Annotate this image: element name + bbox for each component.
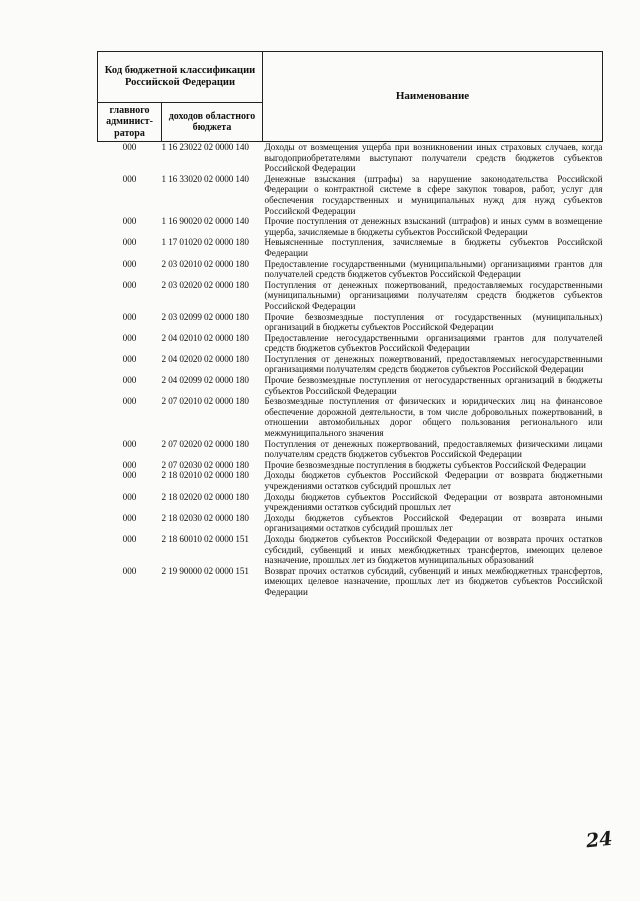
budget-classification-table [97,51,603,598]
revenue-code-cell: 2 07 02020 02 0000 180 [161,438,249,449]
revenue-code-cell: 2 07 02030 02 0000 180 [161,459,249,470]
revenue-code-cell: 2 07 02010 02 0000 180 [161,396,249,407]
revenue-name-cell: Прочие безвозмездные поступления от негосударственных организаций в бюджеты субъектов Российской Федерации [264,375,603,396]
table-row [98,460,603,471]
admin-code-cell: 000 [122,332,137,343]
page-number: 24 [584,827,614,853]
revenue-name-cell: Предоставление государственными (муниципальными) организациями грантов для получателей средств бюджетов субъектов Российской Федерации [264,258,603,280]
revenue-name-cell: Доходы бюджетов субъектов Российской Федерации от возврата прочих остатков субсидий, субвенций и иных межбюджетных трансфертов, имеющих целевое назначение, прошлых лет из бюджетов муниципальных образований [264,533,603,566]
revenue-code-cell: 2 03 02099 02 0000 180 [161,311,249,322]
header-regional-revenue: доходов областного бюджета [162,103,263,142]
revenue-name-cell: Прочие безвозмездные поступления в бюджеты субъектов Российской Федерации [264,459,586,470]
table-row [98,470,603,491]
table-row [98,312,603,333]
admin-code-cell: 000 [122,237,137,248]
admin-code-cell: 000 [122,438,137,449]
table-row [98,216,603,237]
admin-code-cell: 000 [122,459,137,470]
revenue-code-cell: 2 18 60010 02 0000 151 [161,533,249,544]
table-row [98,333,603,354]
table-row [98,280,603,312]
revenue-name-cell: Прочие безвозмездные поступления от государственных (муниципальных) организаций в бюджеты субъектов Российской Федерации [264,311,603,333]
revenue-name-cell: Доходы бюджетов субъектов Российской Федерации от возврата бюджетными учреждениями остатков субсидий прошлых лет [264,470,603,491]
admin-code-cell: 000 [122,533,137,544]
revenue-name-cell: Поступления от денежных пожертвований, предоставляемых физическими лицами получателям средств бюджетов субъектов Российской Федерации [264,438,603,460]
revenue-name-cell: Доходы бюджетов субъектов Российской Федерации от возврата автономными учреждениями остатков субсидий прошлых лет [264,491,603,513]
revenue-name-cell: Прочие поступления от денежных взысканий (штрафов) и иных сумм в возмещение ущерба, зачисляемые в бюджеты субъектов Российской Федерации [264,216,603,237]
revenue-code-cell: 2 04 02099 02 0000 180 [161,375,249,386]
table-row [98,439,603,460]
revenue-code-cell: 2 19 90000 02 0000 151 [161,565,249,576]
admin-code-cell: 000 [122,279,137,290]
revenue-code-cell: 1 17 01020 02 0000 180 [161,237,249,248]
revenue-name-cell: Безвозмездные поступления от физических и юридических лиц на финансовое обеспечение дорожной деятельности, в том числе добровольных пожертвований, в отношении автомобильных дорог общего пользования регионального или межмуниципального значения [264,396,603,439]
admin-code-cell: 000 [122,258,137,269]
revenue-code-cell: 2 03 02020 02 0000 180 [161,279,249,290]
revenue-code-cell: 2 04 02010 02 0000 180 [161,332,249,343]
revenue-code-cell: 2 18 02030 02 0000 180 [161,512,249,523]
admin-code-cell: 000 [122,353,137,364]
revenue-name-cell: Доходы от возмещения ущерба при возникновении иных страховых случаев, когда выгодоприобретателями выступают получатели средств бюджетов субъектов Российской Федерации [264,142,603,174]
revenue-name-cell: Доходы бюджетов субъектов Российской Федерации от возврата иными организациями остатков субсидий прошлых лет [264,512,603,534]
revenue-code-cell: 1 16 23022 02 0000 140 [161,142,249,152]
table-row [98,492,603,513]
revenue-code-cell: 2 18 02010 02 0000 180 [161,470,249,481]
table-body [98,142,603,598]
admin-code-cell: 000 [122,142,137,152]
revenue-code-cell: 2 03 02010 02 0000 180 [161,258,249,269]
admin-code-cell: 000 [122,512,137,523]
header-classification-code: Код бюджетной классификации Российской Федерации [98,52,263,103]
table-row [98,375,603,396]
revenue-code-cell: 1 16 33020 02 0000 140 [161,173,249,184]
table-row [98,142,603,174]
admin-code-cell: 000 [122,375,137,386]
revenue-name-cell: Денежные взыскания (штрафы) за нарушение законодательства Российской Федерации о контрактной системе в сфере закупок товаров, работ, услуг для обеспечения государственных и муниципальных нужд для нужд субъектов Российской Федерации [264,173,603,216]
revenue-code-cell: 1 16 90020 02 0000 140 [161,216,249,227]
table-row [98,237,603,258]
table-row [98,174,603,216]
revenue-name-cell: Возврат прочих остатков субсидий, субвенций и иных межбюджетных трансфертов, имеющих целевое назначение, прошлых лет из бюджетов субъектов Российской Федерации [264,565,603,597]
table-row [98,396,603,438]
admin-code-cell: 000 [122,565,137,576]
header-main-administrator: главного админист-ратора [98,103,162,142]
revenue-code-cell: 2 18 02020 02 0000 180 [161,491,249,502]
admin-code-cell: 000 [122,216,137,227]
revenue-code-cell: 2 04 02020 02 0000 180 [161,353,249,364]
table-row [98,566,603,598]
table-row [98,534,603,566]
admin-code-cell: 000 [122,396,137,407]
admin-code-cell: 000 [122,173,137,184]
revenue-name-cell: Поступления от денежных пожертвований, предоставляемых негосударственными организациями получателям средств бюджетов субъектов Российской Федерации [264,353,603,375]
revenue-name-cell: Поступления от денежных пожертвований, предоставляемых государственными (муниципальными) организациями получателям средств бюджетов субъектов Российской Федерации [264,279,603,311]
admin-code-cell: 000 [122,470,137,481]
header-name: Наименование [263,52,603,142]
revenue-name-cell: Невыясненные поступления, зачисляемые в бюджеты субъектов Российской Федерации [264,237,603,258]
revenue-name-cell: Предоставление негосударственными организациями грантов для получателей средств бюджетов субъектов Российской Федерации [264,332,603,354]
table-row [98,513,603,534]
table-row [98,354,603,375]
admin-code-cell: 000 [122,311,137,322]
admin-code-cell: 000 [122,491,137,502]
table-row [98,259,603,280]
